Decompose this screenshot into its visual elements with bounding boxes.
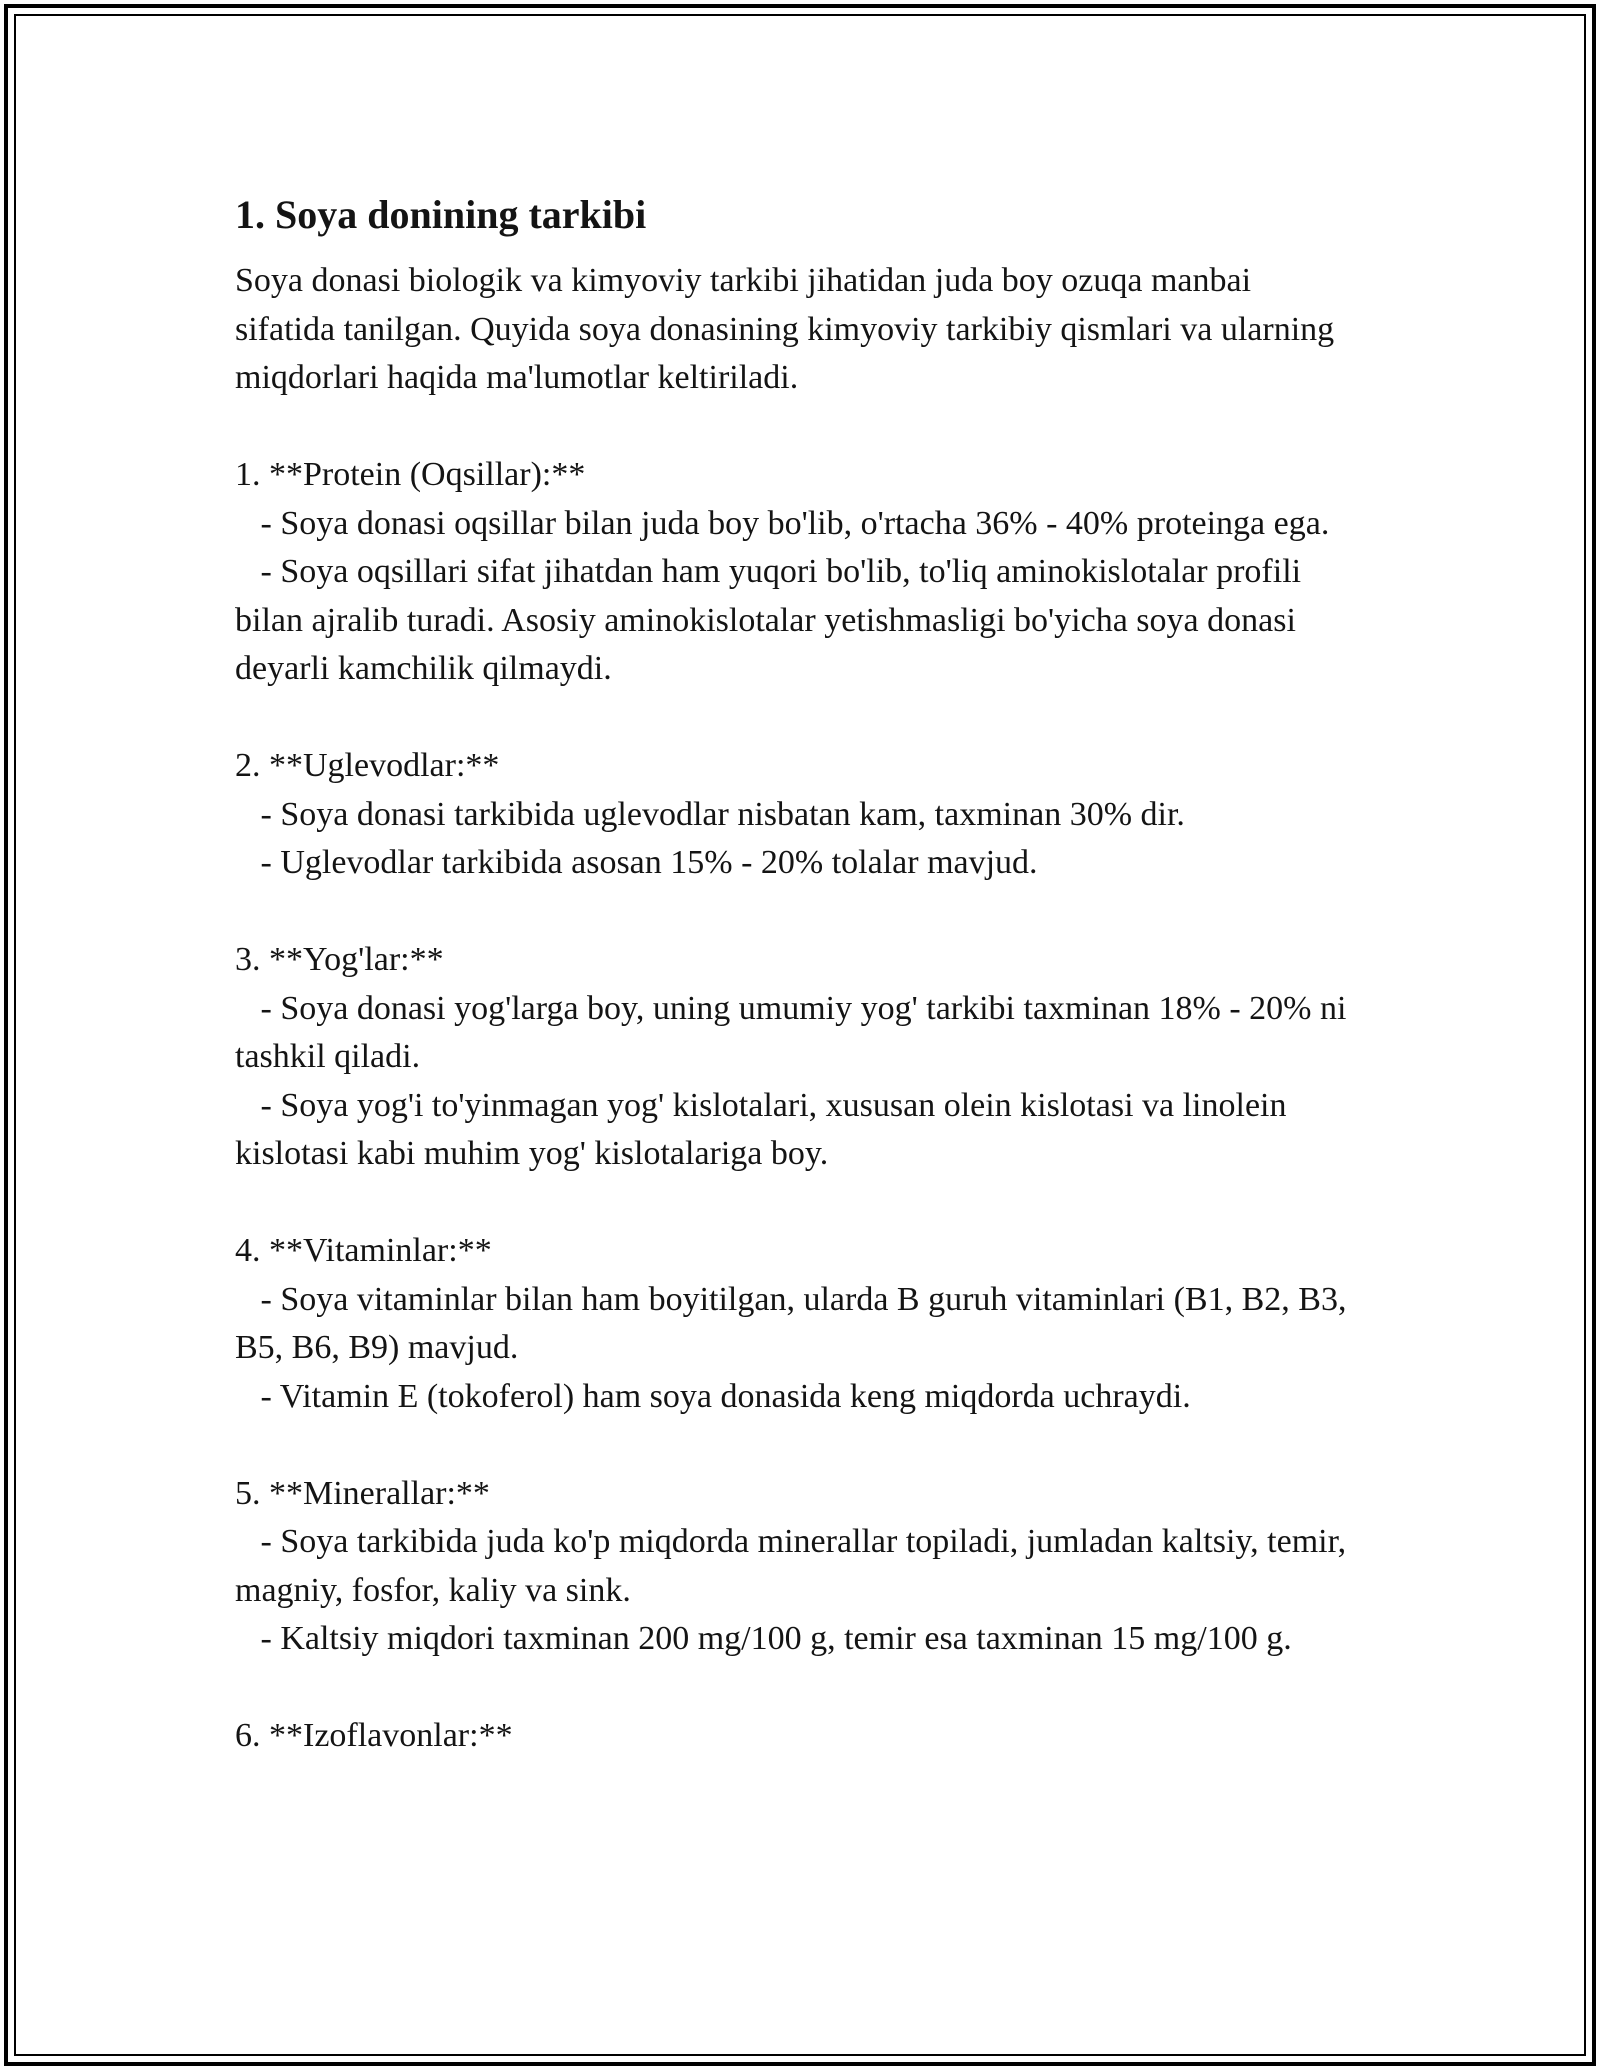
spacer bbox=[235, 403, 1355, 452]
bullet-item: - Soya vitaminlar bilan ham boyitilgan, ularda B guruh vitaminlari (B1, B2, B3, B5, B6, B9) mavjud. bbox=[235, 1280, 1355, 1366]
section-heading: 1. **Protein (Oqsillar):** bbox=[235, 456, 586, 493]
bullet-item: - Uglevodlar tarkibida asosan 15% - 20% tolalar mavjud. bbox=[235, 844, 1038, 881]
section-vitamins bbox=[235, 1227, 1355, 1421]
section-heading: 3. **Yog'lar:** bbox=[235, 941, 444, 978]
bullet-item: - Soya tarkibida juda ko'p miqdorda minerallar topiladi, jumladan kaltsiy, temir, magniy, fosfor, kaliy va sink. bbox=[235, 1523, 1355, 1609]
intro-paragraph: Soya donasi biologik va kimyoviy tarkibi jihatidan juda boy ozuqa manbai sifatida tanilgan. Quyida soya donasining kimyoviy tarkibiy qismlari va ularning miqdorlari haqida ma'lumotlar keltiriladi. bbox=[235, 262, 1343, 396]
section-heading: 5. **Minerallar:** bbox=[235, 1474, 490, 1512]
bullet-item: - Soya donasi tarkibida uglevodlar nisbatan kam, taxminan 30% dir. bbox=[235, 795, 1185, 833]
section-fats bbox=[235, 936, 1355, 1179]
bullet-item: - Vitamin E (tokoferol) ham soya donasida keng miqdorda uchraydi. bbox=[235, 1377, 1191, 1415]
section-heading: 6. **Izoflavonlar:** bbox=[235, 1717, 513, 1754]
bullet-item: - Soya donasi oqsillar bilan juda boy bo'lib, o'rtacha 36% - 40% proteinga ega. bbox=[235, 504, 1330, 542]
document-title: 1. Soya donining tarkibi bbox=[235, 192, 647, 237]
bullet-item: - Soya oqsillari sifat jihatdan ham yuqori bo'lib, to'liq aminokislotalar profili bilan ajralib turadi. Asosiy aminokislotalar yetishmasligi bo'yicha soya donasi deyarli kamchilik qilmaydi. bbox=[235, 553, 1310, 687]
spacer bbox=[235, 1664, 1355, 1713]
spacer bbox=[235, 694, 1355, 743]
bullet-item: - Soya yog'i to'yinmagan yog' kislotalari, xususan olein kislotasi va linolein kislotasi kabi muhim yog' kislotalariga boy. bbox=[235, 1086, 1295, 1172]
spacer bbox=[235, 1179, 1355, 1228]
section-heading: 2. **Uglevodlar:** bbox=[235, 747, 500, 784]
spacer bbox=[235, 1421, 1355, 1470]
section-carbohydrates bbox=[235, 742, 1355, 888]
section-isoflavones bbox=[235, 1712, 1355, 1761]
section-protein bbox=[235, 451, 1355, 694]
section-heading: 4. **Vitaminlar:** bbox=[235, 1232, 492, 1269]
bullet-item: - Kaltsiy miqdori taxminan 200 mg/100 g, temir esa taxminan 15 mg/100 g. bbox=[235, 1620, 1292, 1657]
section-minerals bbox=[235, 1470, 1355, 1664]
bullet-item: - Soya donasi yog'larga boy, uning umumiy yog' tarkibi taxminan 18% - 20% ni tashkil qiladi. bbox=[235, 989, 1355, 1075]
spacer bbox=[235, 888, 1355, 937]
document-body bbox=[235, 188, 1355, 1761]
